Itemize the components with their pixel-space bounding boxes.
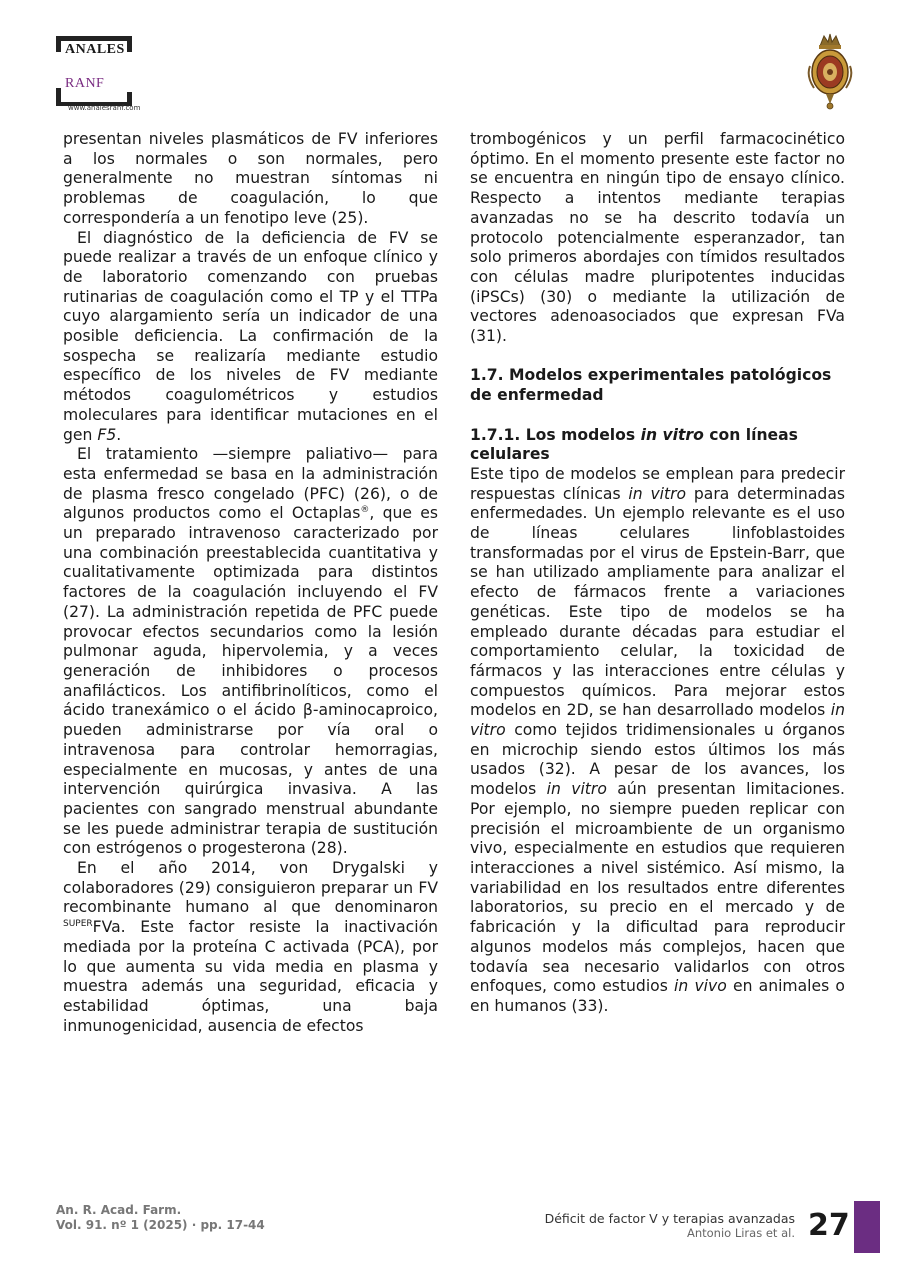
section-heading: 1.7. Modelos experimentales patológicos de enfermedad — [470, 366, 832, 405]
paragraph: El tratamiento —siempre paliativo— para esta enfermedad se basa en la administración de plasma fresco congelado (PFC) (26), o de algunos productos como el Octaplas®, que es un preparado intravenoso caracterizado por una combinación preestablecida cuantitativa y cualitativamente optimizada para distintos factores de la coagulación incluyendo el FV (27). La administración repetida de PFC puede provocar efectos secundarios como la lesión pulmonar aguda, hipervolemia, y a veces generación de inhibidores o procesos anafilácticos. Los antifibrinolíticos, como el ácido tranexámico o el ácido β-aminocaproico, pueden administrarse por vía oral o intravenosa para controlar hemorragias, especialmente en mucosas, y antes de una intervención quirúrgica invasiva. A las pacientes con sangrado menstrual abundante se les puede administrar terapia de sustitución con estrógenos o progesterona (28). — [63, 445, 438, 858]
journal-volume: Vol. 91. nº 1 (2025) · pp. 17-44 — [56, 1218, 265, 1232]
registered-mark: ® — [360, 505, 370, 516]
running-footer — [545, 1212, 795, 1240]
paragraph: El diagnóstico de la deficiencia de FV se puede realizar a través de un enfoque clínico y de laboratorio comenzando con pruebas rutinarias de coagulación como el TP y el TTPa cuyo alargamiento sería un indicador de una posible deficiencia. La confirmación de la sospecha se realizaría mediante estudio específico de los niveles de FV mediante métodos coagulométricos y estudios moleculares para identificar mutaciones en el gen F5. — [63, 228, 438, 444]
subsection-heading: 1.7.1. Los modelos in vitro con líneas celulares — [470, 425, 798, 464]
paragraph: En el año 2014, von Drygalski y colaboradores (29) consiguieron preparar un FV recombinante humano al que denominaron $^{SUPER}$FVa. Este factor resiste la inactivación mediada por la proteína C activada (PCA), por lo que aumenta su vida media en plasma y muestra además una seguridad, eficacia y estabilidad óptimas, una baja inmunogenicidad, ausencia de efectos — [63, 859, 438, 1035]
royal-academy-crest-icon — [806, 32, 854, 110]
logo-title: ANALES — [65, 42, 125, 57]
journal-citation — [56, 1203, 265, 1233]
paragraph: trombogénicos y un perfil farmacocinético óptimo. En el momento presente este factor no se encuentra en ningún tipo de ensayo clínico. Respecto a intentos mediante terapias avanzadas no se ha descrito todavía un protocolo potencialmente esperanzador, tan solo primeros abordajes con tímidos resultados con células madre pluripotentes inducidas (iPSCs) (30) o mediante la utilización de vectores adenoasociados que expresan FVa (31). — [470, 130, 845, 346]
logo-url: www.analesranf.com — [68, 104, 141, 112]
gene-name: F5 — [97, 425, 117, 444]
journal-logo — [56, 36, 196, 116]
journal-name: An. R. Acad. Farm. — [56, 1203, 182, 1217]
authors: Antonio Liras et al. — [686, 1226, 795, 1240]
accent-bar — [854, 1201, 880, 1253]
logo-subtitle: RANF — [65, 76, 105, 91]
article-title: Déficit de factor V y terapias avanzadas — [544, 1211, 795, 1226]
right-column — [470, 130, 845, 1017]
paragraph: presentan niveles plasmáticos de FV inferiores a los normales o son normales, pero generalmente no muestran síntomas ni problemas de coagulación, lo que correspondería a un fenotipo leve (25). — [63, 130, 438, 227]
left-column — [63, 130, 438, 1036]
paragraph: Este tipo de modelos se emplean para predecir respuestas clínicas in vitro para determinadas enfermedades. Un ejemplo relevante es el uso de líneas celulares linfoblastoides transformadas por el virus de Epstein-Barr, que se han utilizado ampliamente para analizar el efecto de fármacos frente a variaciones genéticas. Este tipo de modelos se ha empleado durante décadas para estudiar el comportamiento celular, la toxicidad de fármacos y las interacciones entre células y compuestos químicos. Para mejorar estos modelos en 2D, se han desarrollado modelos in vitro como tejidos tridimensionales u órganos en microchip siendo estos últimos los más usados (32). A pesar de los avances, los modelos in vitro aún presentan limitaciones. Por ejemplo, no siempre pueden replicar con precisión el microambiente de un organismo vivo, especialmente en estudios que requieren interacciones a nivel sistémico. Así mismo, la variabilidad en los resultados entre diferentes laboratorios, su precio en el mercado y de fabricación y la dificultad para reproducir algunos modelos más complejos, hacen que todavía sea necesario validarlos con otros enfoques, como estudios in vivo en animales o en humanos (33). — [470, 464, 845, 1015]
superscript-prefix: SUPER — [63, 918, 93, 929]
page-number: 27 — [808, 1208, 850, 1243]
